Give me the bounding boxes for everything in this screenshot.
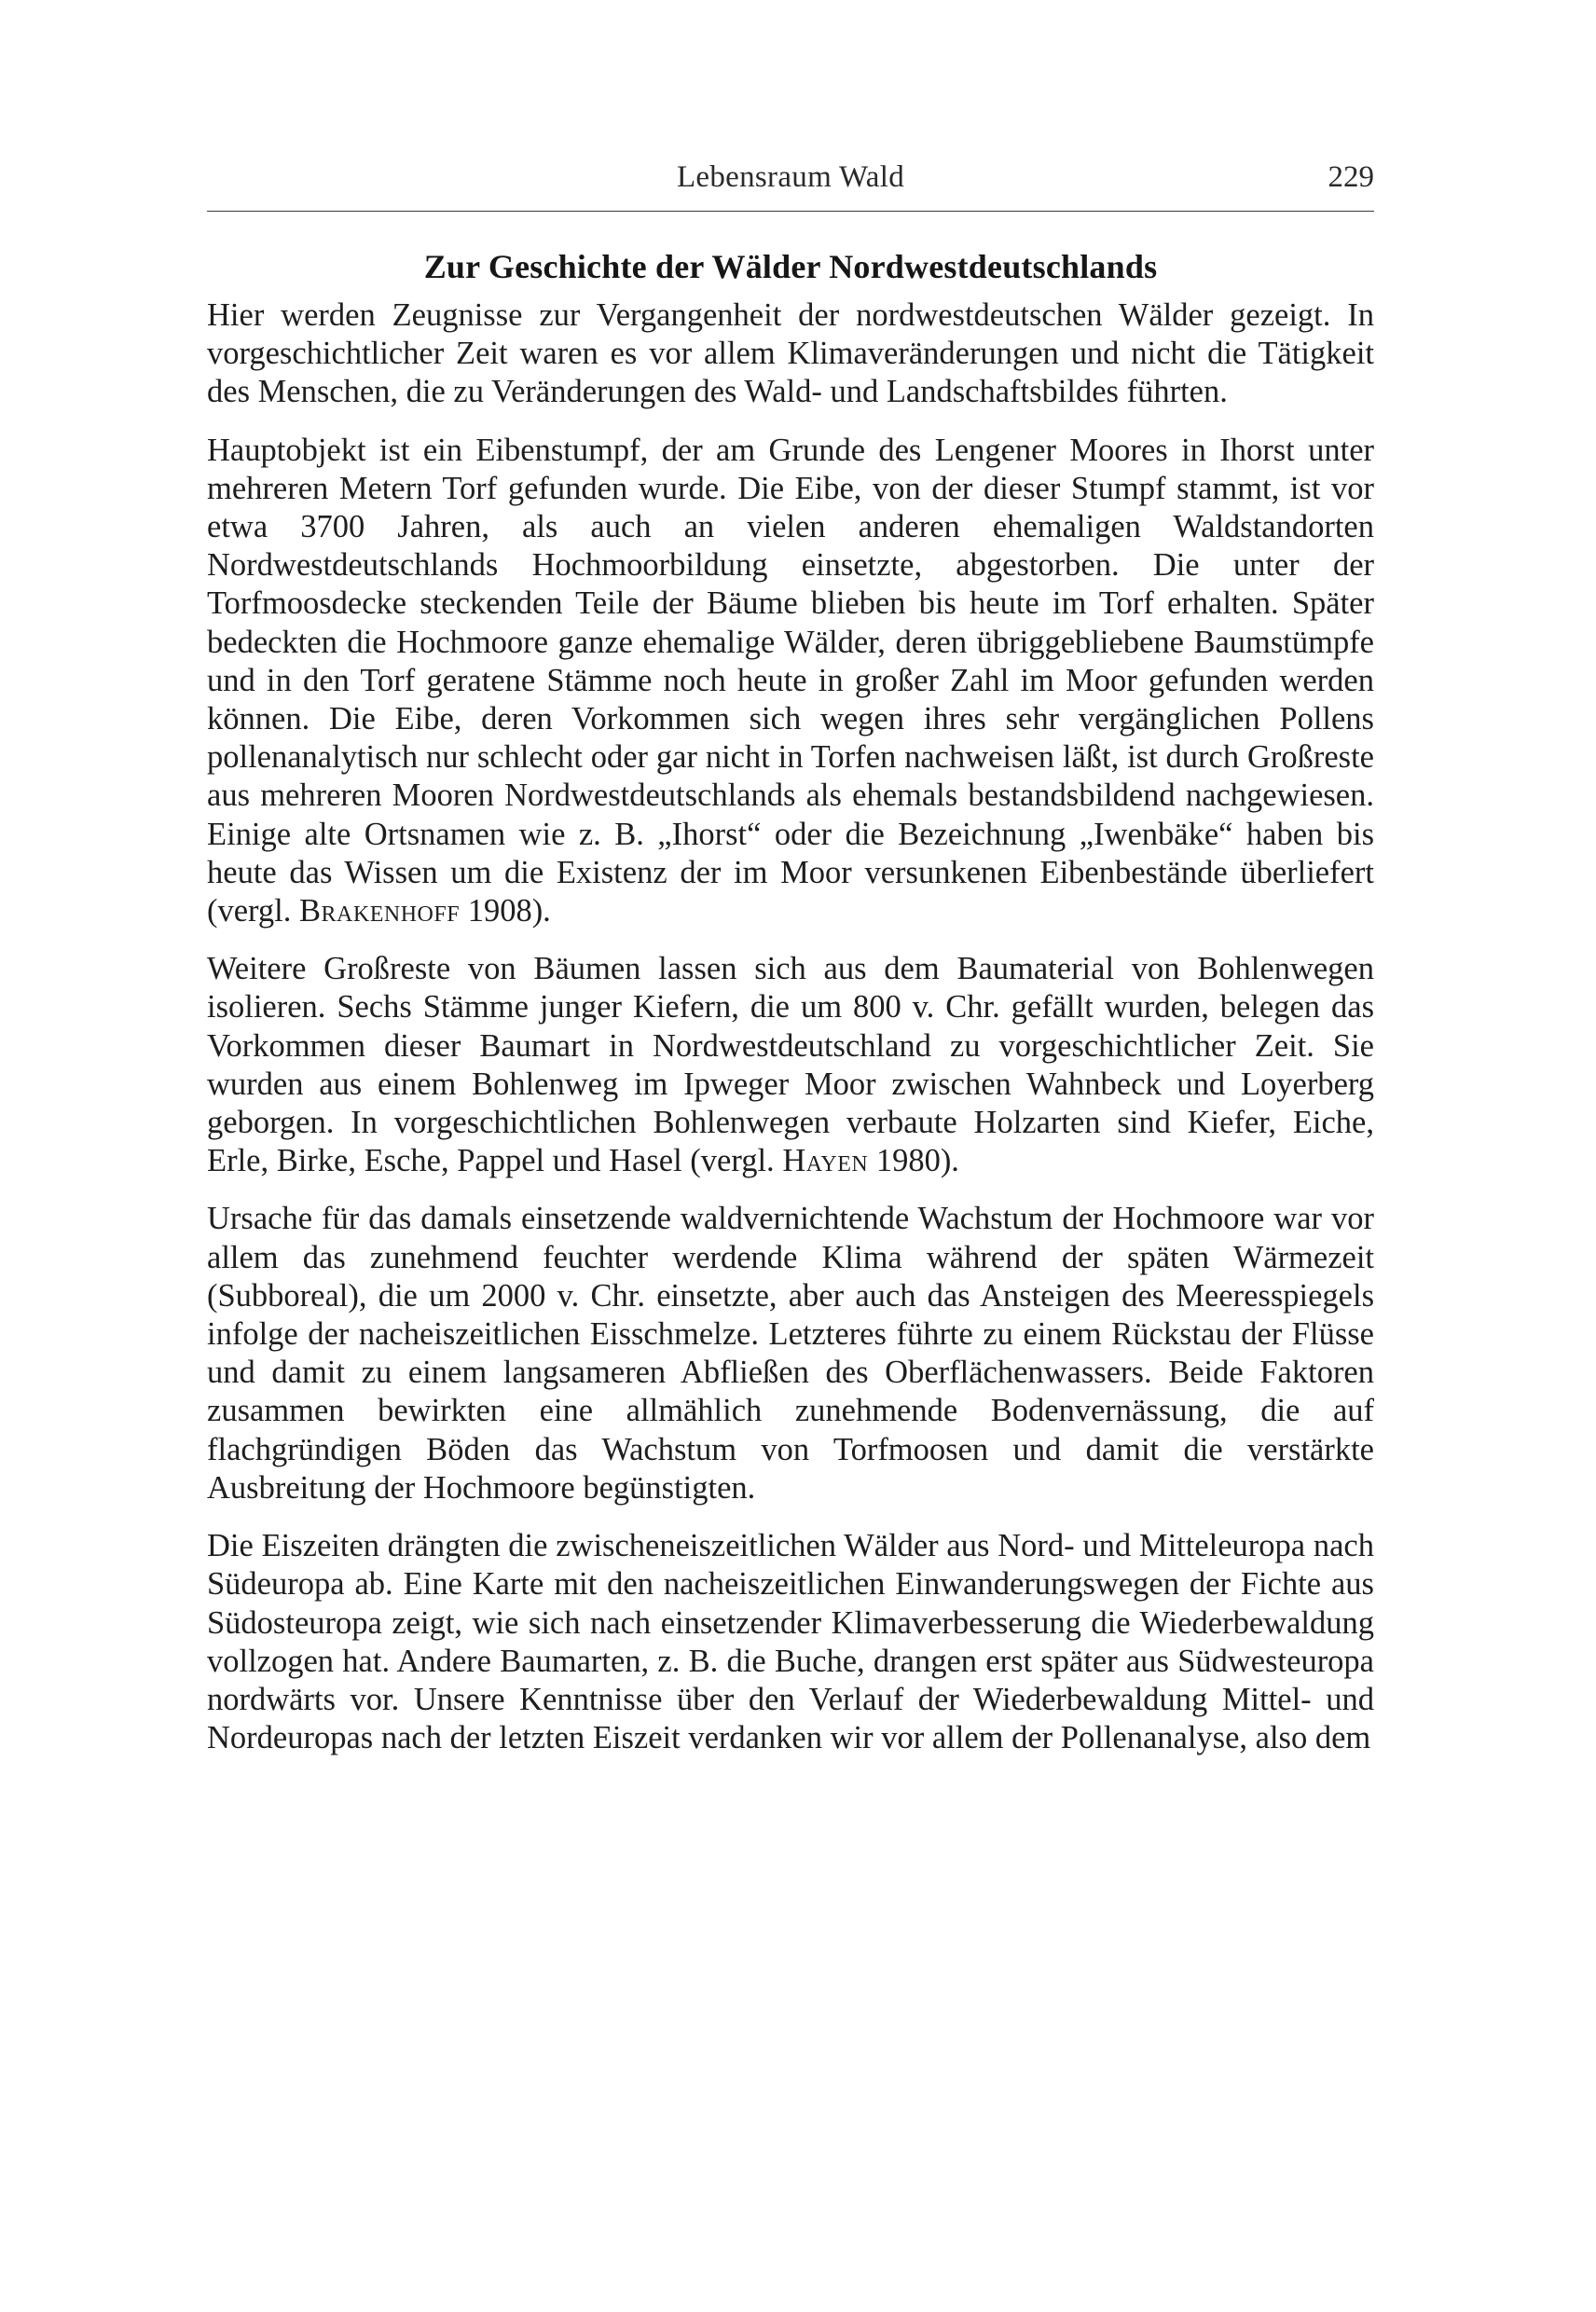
section-title: Zur Geschichte der Wälder Nordwestdeutschlands <box>423 248 1158 285</box>
running-title: Lebensraum Wald <box>676 160 905 194</box>
paragraph-3 <box>207 950 1374 1180</box>
paragraph-text: Die Eiszeiten drängten die zwischeneiszeitlichen Wälder aus Nord- und Mitteleuropa nach Südeuropa ab. Eine Karte mit den nacheiszeitlichen Einwanderungswegen der Fichte aus Südosteuropa zeigt, wie sich nach einsetzender Klimaverbesserung die Wiederbewaldung vollzogen hat. Andere Baumarten, z. B. die Buche, drangen erst später aus Südwesteuropa nordwärts vor. Unsere Kenntnisse über den Verlauf der Wiederbewaldung Mittel- und Nordeuropas nach der letzten Eiszeit verdanken wir vor allem der Pollenanalyse, also dem <box>207 1528 1374 1756</box>
paragraph-text: Hauptobjekt ist ein Eibenstumpf, der am Grunde des Lengener Moores in Ihorst unter mehreren Metern Torf gefunden wurde. Die Eibe, von der dieser Stumpf stammt, ist vor etwa 3700 Jahren, als auch an vielen anderen ehemaligen Waldstandorten Nordwestdeutschlands Hochmoorbildung einsetzte, abgestorben. Die unter der Torfmoosdecke steckenden Teile der Bäume blieben bis heute im Torf erhalten. Später bedeckten die Hochmoore ganze ehemalige Wälder, deren übriggebliebene Baumstümpfe und in den Torf geratene Stämme noch heute in großer Zahl im Moor gefunden werden können. Die Eibe, deren Vorkommen sich wegen ihres sehr vergänglichen Pollens pollenanalytisch nur schlecht oder gar nicht in Torfen nachweisen läßt, ist durch Großreste aus mehreren Mooren Nordwestdeutschlands als ehemals bestandsbildend nachgewiesen. Einige alte Ortsnamen wie z. B. „Ihorst“ oder die Bezeichnung „Iwenbäke“ haben bis heute das Wissen um die Existenz der im Moor versunkenen Eibenbestände überliefert (vergl. <box>207 432 1374 929</box>
paragraph-5 <box>207 1527 1374 1757</box>
citation-author: Brakenhoff <box>299 893 461 929</box>
running-head <box>207 157 1374 198</box>
body-text <box>207 296 1374 1777</box>
paragraph-1 <box>207 296 1374 412</box>
paragraph-2 <box>207 432 1374 931</box>
paragraph-text: Ursache für das damals einsetzende waldvernichtende Wachstum der Hochmoore war vor allem das zunehmend feuchter werdende Klima während der späten Wärmezeit (Subboreal), die um 2000 v. Chr. einsetzte, aber auch das Ansteigen des Meeresspiegels infolge der nacheiszeitlichen Eisschmelze. Letzteres führte zu einem Rückstau der Flüsse und damit zu einem langsameren Abfließen des Oberflächenwassers. Beide Faktoren zusammen bewirkten eine allmählich zunehmende Bodenvernässung, die auf flachgründigen Böden das Wachstum von Torfmoosen und damit die verstärkte Ausbreitung der Hochmoore begünstigten. <box>207 1201 1374 1506</box>
paragraph-text: Weitere Großreste von Bäumen lassen sich aus dem Baumaterial von Bohlenwegen isolieren. Sechs Stämme junger Kiefern, die um 800 v. Chr. gefällt wurden, belegen das Vorkommen dieser Baumart in Nordwestdeutschland zu vorgeschichtlicher Zeit. Sie wurden aus einem Bohlenweg im Ipweger Moor zwischen Wahnbeck und Loyerberg geborgen. In vorgeschichtlichen Bohlenwegen verbaute Holzarten sind Kiefer, Eiche, Erle, Birke, Esche, Pappel und Hasel (vergl. <box>207 951 1374 1179</box>
paragraph-4 <box>207 1200 1374 1507</box>
citation-year: 1908). <box>460 893 551 929</box>
paragraph-text: Hier werden Zeugnisse zur Vergangenheit der nordwestdeutschen Wälder gezeigt. In vorgeschichtlicher Zeit waren es vor allem Klimaveränderungen und nicht die Tätigkeit des Menschen, die zu Veränderungen des Wald- und Landschaftsbildes führten. <box>207 297 1374 410</box>
citation-author: Hayen <box>782 1143 869 1179</box>
header-rule <box>207 211 1374 212</box>
page-number: 229 <box>1328 160 1374 194</box>
citation-year: 1980). <box>868 1143 959 1179</box>
